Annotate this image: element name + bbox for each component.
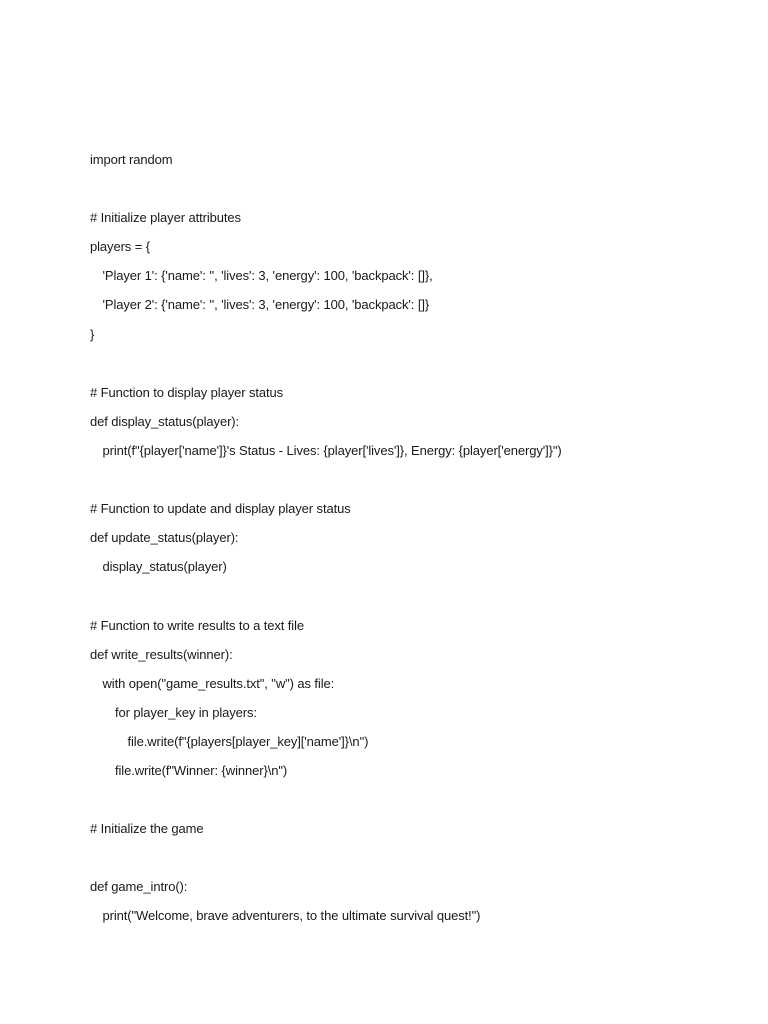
code-line: 'Player 2': {'name': '', 'lives': 3, 'energy': 100, 'backpack': []} <box>102 297 430 313</box>
code-line: def write_results(winner): <box>90 646 233 662</box>
code-line: print("Welcome, brave adventurers, to the ultimate survival quest!") <box>102 908 481 924</box>
code-line: 'Player 1': {'name': '', 'lives': 3, 'energy': 100, 'backpack': []}, <box>102 268 433 284</box>
blank-line <box>90 581 730 610</box>
blank-line <box>90 785 730 814</box>
code-line: # Initialize the game <box>90 821 204 837</box>
code-line: import random <box>90 152 173 167</box>
blank-line <box>90 465 730 494</box>
code-line: file.write(f"{players[player_key]['name']}\n") <box>127 733 369 749</box>
code-line: } <box>90 326 95 342</box>
code-line: display_status(player) <box>102 559 227 575</box>
code-line: def game_intro(): <box>90 879 188 895</box>
blank-line <box>90 843 730 872</box>
code-line: # Function to display player status <box>90 384 284 400</box>
code-line: def display_status(player): <box>90 413 240 429</box>
code-line: for player_key in players: <box>115 704 257 720</box>
blank-line <box>90 174 730 203</box>
code-line: with open("game_results.txt", "w") as file: <box>102 675 335 691</box>
blank-line <box>90 349 730 378</box>
code-line: players = { <box>90 239 150 255</box>
code-line: # Function to update and display player status <box>90 501 351 517</box>
code-line: print(f"{player['name']}'s Status - Lives: {player['lives']}, Energy: {player['energy']}") <box>102 442 562 458</box>
code-line: # Function to write results to a text file <box>90 617 305 633</box>
code-line: def update_status(player): <box>90 530 239 546</box>
code-line: file.write(f"Winner: {winner}\n") <box>115 762 288 778</box>
code-line: # Initialize player attributes <box>90 210 241 226</box>
code-block <box>90 145 730 931</box>
